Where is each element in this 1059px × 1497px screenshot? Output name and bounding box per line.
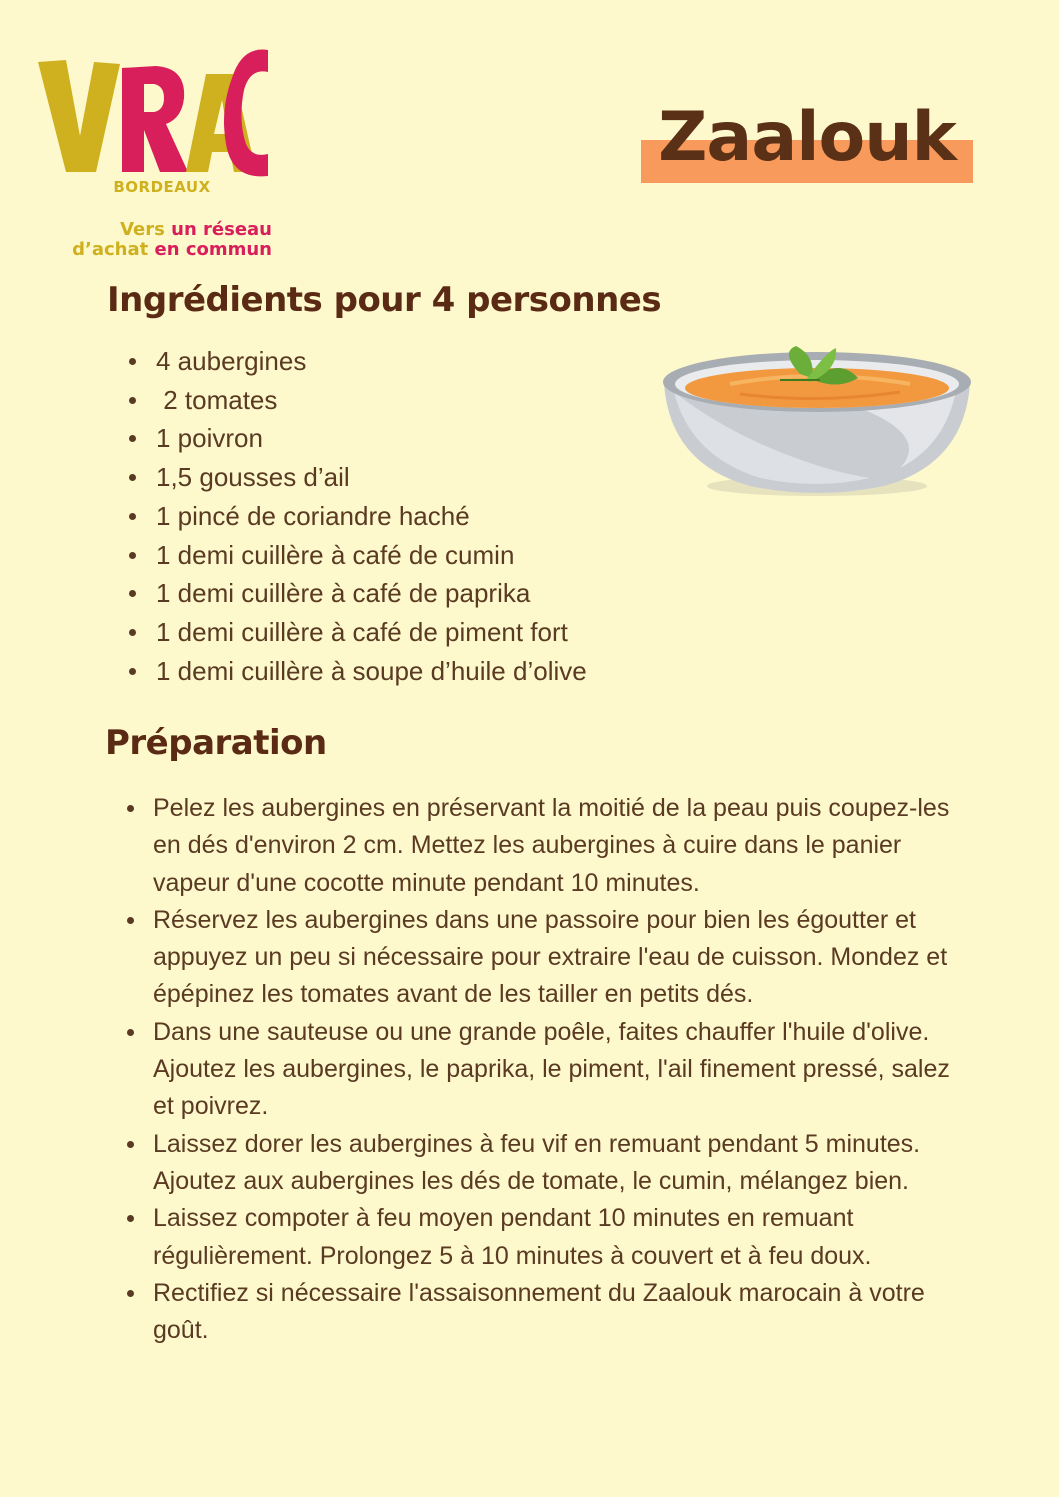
ingredient-item: 1,5 gousses d’ail [156, 458, 587, 497]
ingredient-item: 4 aubergines [156, 342, 587, 381]
vrac-logo [36, 40, 276, 265]
ingredient-item: 2 tomates [156, 381, 587, 420]
preparation-step: Laissez dorer les aubergines à feu vif en remuant pendant 5 minutes. Ajoutez aux aubergines les dés de tomate, le cumin, mélangez bien. [153, 1126, 953, 1201]
ingredient-item: 1 pincé de coriandre haché [156, 497, 587, 536]
preparation-steps [153, 790, 953, 1349]
preparation-step: Laissez compoter à feu moyen pendant 10 minutes en remuant régulièrement. Prolongez 5 à 10 minutes à couvert et à feu doux. [153, 1200, 953, 1275]
preparation-step: Dans une sauteuse ou une grande poêle, faites chauffer l'huile d'olive. Ajoutez les aubergines, le paprika, le piment, l'ail finement pressé, salez et poivrez. [153, 1014, 953, 1126]
tagline-part: Vers [120, 219, 165, 240]
logo-tagline [36, 220, 272, 260]
tagline-part: un réseau [171, 219, 272, 240]
ingredients-list [156, 342, 587, 690]
ingredient-item: 1 demi cuillère à café de cumin [156, 536, 587, 575]
logo-subtitle: BORDEAUX [113, 178, 211, 196]
tagline-part: en commun [154, 239, 272, 260]
preparation-step: Pelez les aubergines en préservant la moitié de la peau puis coupez-les en dés d'environ 2 cm. Mettez les aubergines à cuire dans le panier vapeur d'une cocotte minute pendant 10 minutes. [153, 790, 953, 902]
tagline-part: d’achat [72, 239, 149, 260]
ingredient-item: 1 demi cuillère à café de paprika [156, 574, 587, 613]
recipe-title: Zaalouk [658, 98, 956, 177]
ingredient-item: 1 demi cuillère à soupe d’huile d’olive [156, 652, 587, 691]
ingredient-item: 1 poivron [156, 419, 587, 458]
ingredients-heading: Ingrédients pour 4 personnes [107, 280, 662, 320]
preparation-step: Rectifiez si nécessaire l'assaisonnement du Zaalouk marocain à votre goût. [153, 1275, 953, 1350]
preparation-heading: Préparation [105, 723, 327, 763]
vrac-logo-wordmark [36, 40, 276, 190]
soup-bowl-icon [660, 344, 974, 500]
preparation-step: Réservez les aubergines dans une passoire pour bien les égoutter et appuyez un peu si nécessaire pour extraire l'eau de cuisson. Mondez et épépinez les tomates avant de les tailler en petits dés. [153, 902, 953, 1014]
ingredient-item: 1 demi cuillère à café de piment fort [156, 613, 587, 652]
recipe-title-block [641, 98, 973, 184]
